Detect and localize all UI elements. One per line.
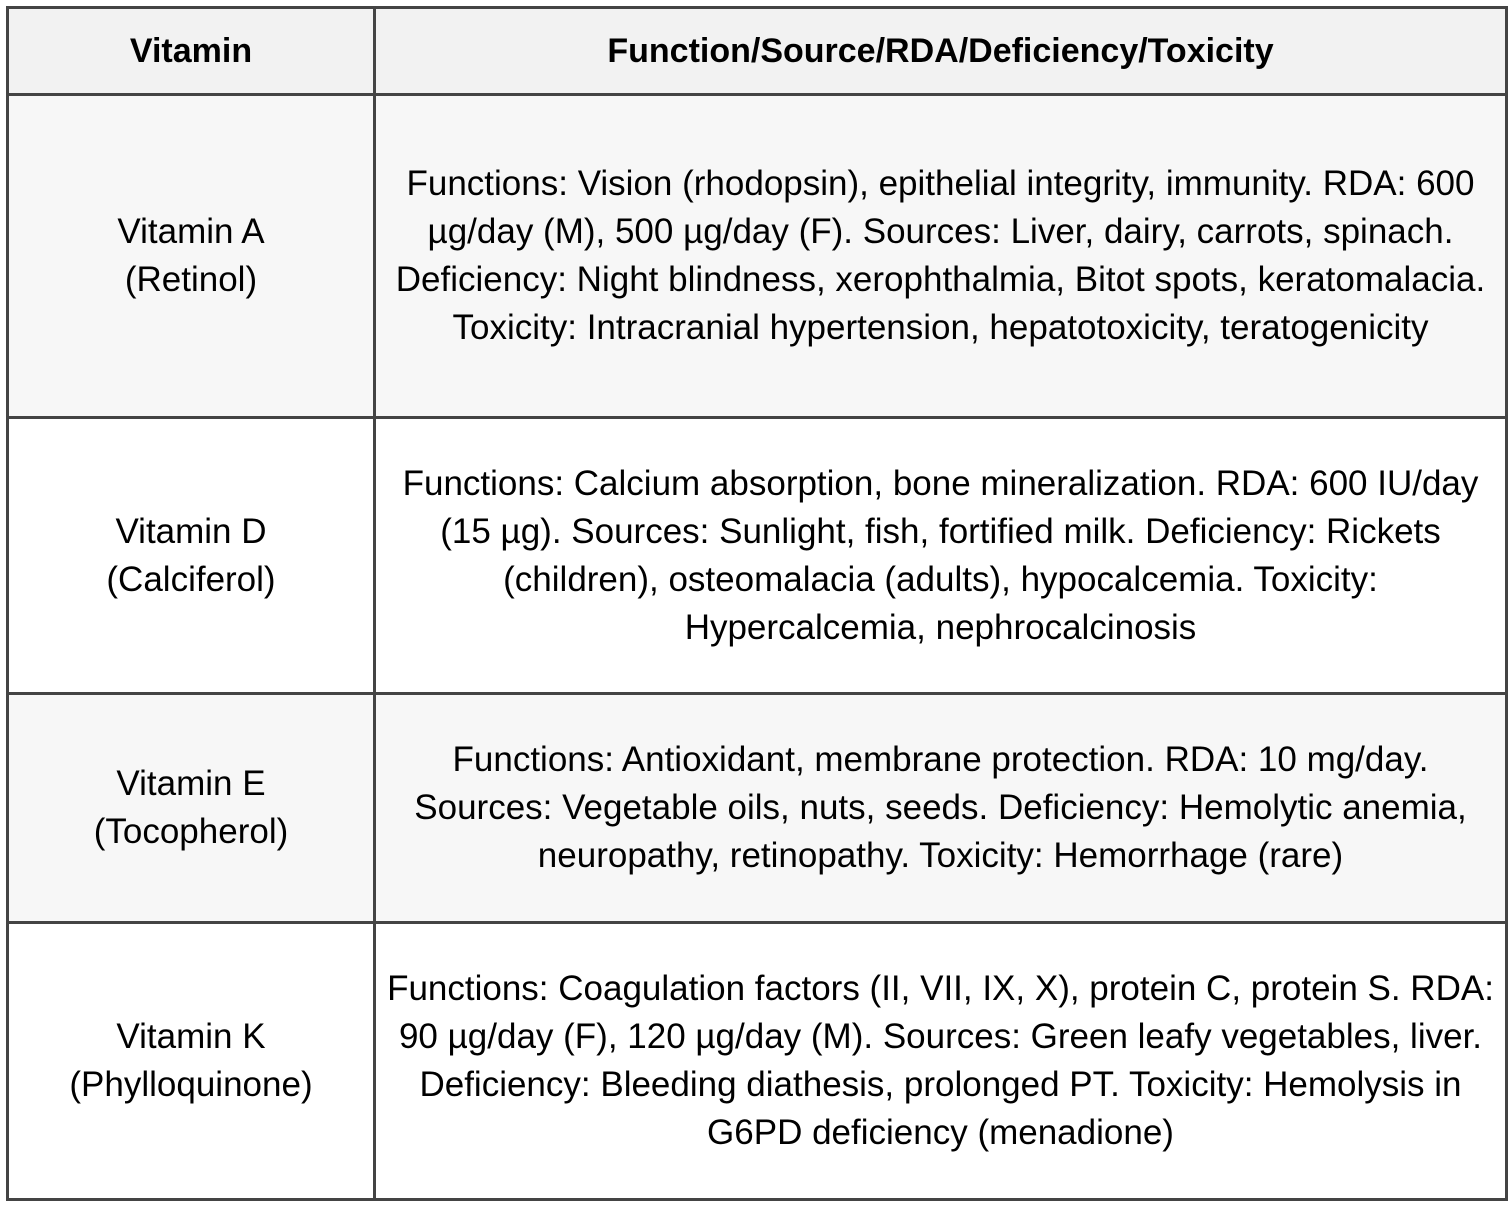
- table-row: [8, 923, 1507, 1200]
- vitamin-name: Vitamin D: [115, 511, 267, 551]
- vitamin-table: [6, 6, 1508, 1201]
- vitamin-name: Vitamin A: [117, 212, 265, 251]
- header-details: Function/Source/RDA/Deficiency/Toxicity: [375, 8, 1507, 95]
- details-cell: Functions: Vision (rhodopsin), epithelial integrity, immunity. RDA: 600 µg/day (M), 500 µg/day (F). Sources: Liver, dairy, carrots, spinach. Deficiency: Night blindness, xerophthalmia, Bitot spots, keratomalacia. Toxicity: Intracranial hypertension, hepatotoxicity, teratogenicity: [375, 95, 1507, 418]
- details-cell: Functions: Coagulation factors (II, VII, IX, X), protein C, protein S. RDA: 90 µg/day (F), 120 µg/day (M). Sources: Green leafy vegetables, liver. Deficiency: Bleeding diathesis, prolonged PT. Toxicity: Hemolysis in G6PD deficiency (menadione): [375, 923, 1507, 1200]
- vitamin-cell: [8, 923, 375, 1200]
- details-cell: Functions: Calcium absorption, bone mineralization. RDA: 600 IU/day (15 µg). Sources: Sunlight, fish, fortified milk. Deficiency: Rickets (children), osteomalacia (adults), hypocalcemia. Toxicity: Hypercalcemia, nephrocalcinosis: [375, 418, 1507, 694]
- vitamin-alt-name: (Calciferol): [106, 559, 276, 599]
- table-row: [8, 694, 1507, 923]
- header-vitamin: Vitamin: [8, 8, 375, 95]
- table-row: [8, 418, 1507, 694]
- vitamin-name: Vitamin K: [116, 1017, 266, 1056]
- vitamin-alt-name: (Retinol): [124, 260, 258, 299]
- header-row: [8, 8, 1507, 95]
- table-row: [8, 95, 1507, 418]
- vitamin-alt-name: (Tocopherol): [93, 812, 289, 851]
- vitamin-cell: [8, 418, 375, 694]
- details-cell: Functions: Antioxidant, membrane protection. RDA: 10 mg/day. Sources: Vegetable oils, nuts, seeds. Deficiency: Hemolytic anemia, neuropathy, retinopathy. Toxicity: Hemorrhage (rare): [375, 694, 1507, 923]
- vitamin-cell: [8, 95, 375, 418]
- vitamin-cell: [8, 694, 375, 923]
- vitamin-alt-name: (Phylloquinone): [69, 1065, 313, 1104]
- vitamin-name: Vitamin E: [116, 764, 266, 803]
